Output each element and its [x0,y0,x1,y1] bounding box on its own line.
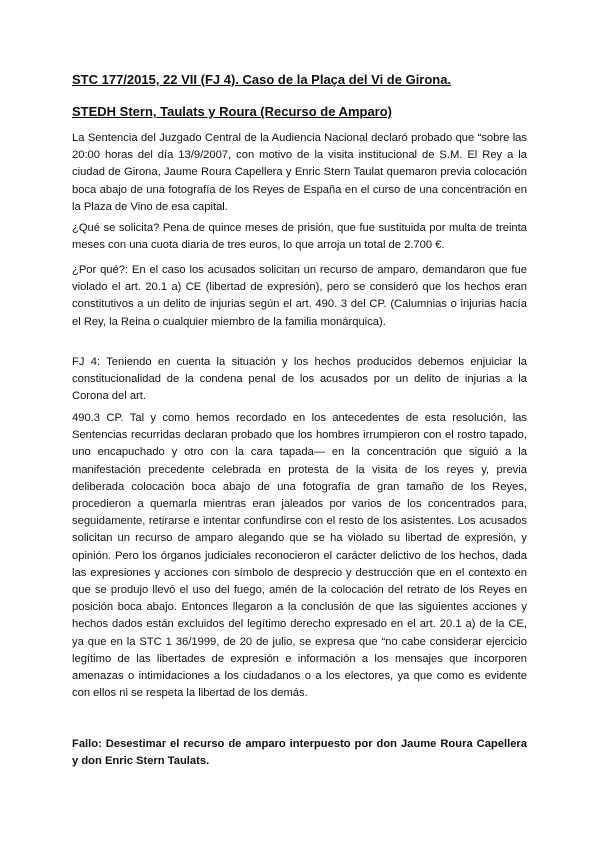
document-subtitle: STEDH Stern, Taulats y Roura (Recurso de Amparo) [72,104,393,119]
paragraph-facts: La Sentencia del Juzgado Central de la Audiencia Nacional declaró probado que “sobre las 20:00 horas del día 13/9/2007, con motivo de la visita institucional de S.M. El Rey a la ciudad de Girona, Jaume Roura Capellera y Enric Stern Taulat quemaron previa colocación boca abajo de una fotografía de los Reyes de España en el curso de una concentración en la Plaza de Vino de esa capital. [72,132,527,213]
paragraph-analysis: 490.3 CP. Tal y como hemos recordado en los antecedentes de esta resolución, las Sentencias recurridas declaran probado que los hombres irrumpieron con el rostro tapado, uno encapuchado y otro con la cara tapada— en la concentración que siguió a la manifestación precedente celebrada en protesta de la visita de los reyes y, previa deliberada colocación boca abajo de una fotografía de gran tamaño de los Reyes, procedieron a quemarla mientras eran jaleados por varios de los concentrados para, seguidamente, retirarse e intentar confundirse con el resto de los asistentes. Los acusados solicitan un recurso de amparo alegando que se ha violado su libertad de expresión, y opinión. Pero los órganos judiciales reconocieron el carácter delictivo de los hechos, dada las expresiones y acciones con símbolo de desprecio y destrucción que en el contexto en que se produjo llevó el uso del fuego, amén de la colocación del retrato de los Reyes en posición boca abajo. Entonces llegaron a la conclusión de que las siguientes acciones y hechos dados están excluidos del legítimo derecho expresado en el art. 20.1 a) de la CE, ya que en la STC 1 36/1999, de 20 de julio, se expresa que “no cabe considerar ejercicio legítimo de las libertades de expresión e información a los mensajes que incorporen amenazas o intimidaciones a los ciudadanos o a los electores, ya que como es evidente con ellos ni se respeta la libertad de los demás. [72,412,527,700]
ruling-fallo: Fallo: Desestimar el recurso de amparo interpuesto por don Jaume Roura Capellera y don Enric Stern Taulats. [72,738,527,768]
document-title: STC 177/2015, 22 VII (FJ 4). Caso de la Plaça del Vi de Girona. [72,72,452,87]
paragraph-fj4: FJ 4: Teniendo en cuenta la situación y los hechos producidos debemos enjuiciar la constitucionalidad de la condena penal de los acusados por un delito de injurias a la Corona del art. [72,356,527,403]
paragraph-reason: ¿Por qué?: En el caso los acusados solicitan un recurso de amparo, demandaron que fue violado el art. 20.1 a) CE (libertad de expresión), pero se consideró que los hechos eran constitutivos a un delito de injurias según el art. 490. 3 del CP. (Calumnias o injurias hacía el Rey, la Reina o cualquier miembro de la familia monárquica). [72,264,527,328]
paragraph-request: ¿Qué se solicita? Pena de quince meses de prisión, que fue sustituida por multa de treinta meses con una cuota diaria de tres euros, lo que arroja un total de 2.700 €. [72,222,527,252]
